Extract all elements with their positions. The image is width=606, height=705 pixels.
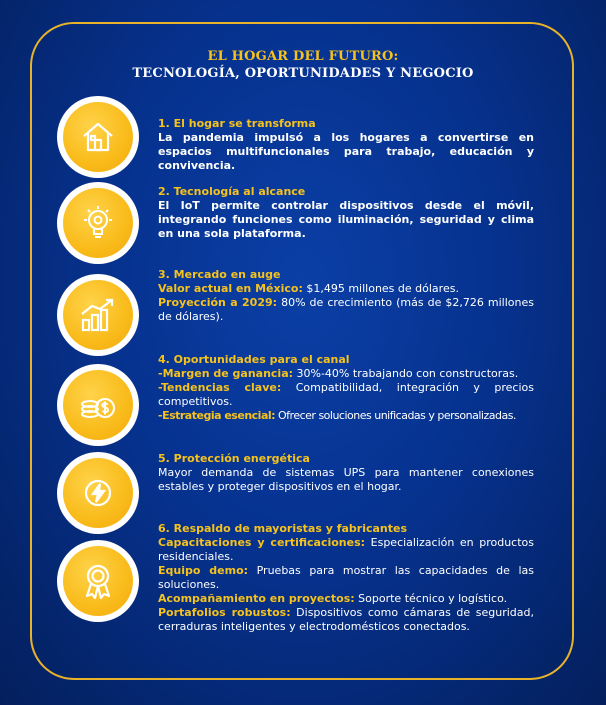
growth-chart-icon-badge: [57, 274, 139, 356]
section-line: Acompañamiento en proyectos: Soporte técnico y logístico.: [158, 592, 508, 605]
section-heading: 5. Protección energética: [158, 452, 310, 465]
section-body: La pandemia impulsó a los hogares a convertirse en espacios multifuncionales para trabajo, educación y convivencia.: [158, 131, 534, 172]
section-heading: 6. Respaldo de mayoristas y fabricantes: [158, 522, 408, 535]
title-line-1: EL HOGAR DEL FUTURO:: [207, 49, 399, 64]
section-body: Mayor demanda de sistemas UPS para mantener conexiones estables y proteger dispositivos en el hogar.: [158, 466, 534, 493]
lightbulb-gear-icon: [79, 204, 117, 242]
award-ribbon-icon: [79, 561, 117, 601]
section-line: Proyección a 2029: 80% de crecimiento (más de $2,726 millones de dólares).: [158, 296, 534, 323]
section-heading: 3. Mercado en auge: [158, 268, 281, 281]
lightbulb-gear-icon-badge: [57, 182, 139, 264]
coins-icon-badge: [57, 364, 139, 446]
section-line: Equipo demo: Pruebas para mostrar las capacidades de las soluciones.: [158, 564, 534, 591]
award-ribbon-icon-badge: [57, 540, 139, 622]
section-heading: 4. Oportunidades para el canal: [158, 353, 350, 366]
coins-icon: [78, 386, 118, 424]
page-title: [0, 48, 606, 82]
section-line: -Margen de ganancia: 30%-40% trabajando con constructoras.: [158, 367, 519, 380]
house-icon: [79, 118, 117, 156]
section-heading: 1. El hogar se transforma: [158, 117, 316, 130]
section-line: Capacitaciones y certificaciones: Especialización en productos residenciales.: [158, 536, 534, 563]
section-line: Portafolios robustos: Dispositivos como cámaras de seguridad, cerraduras inteligentes y electrodomésticos conectados.: [158, 606, 534, 633]
title-line-2: TECNOLOGÍA, OPORTUNIDADES Y NEGOCIO: [132, 66, 474, 81]
section-line: -Tendencias clave: Compatibilidad, integración y precios competitivos.: [158, 381, 534, 408]
section-line: -Estrategia esencial: Ofrecer soluciones unificadas y personalizadas.: [158, 409, 516, 422]
growth-chart-icon: [78, 296, 118, 334]
section-heading: 2. Tecnología al alcance: [158, 185, 306, 198]
energy-shield-icon-badge: [57, 452, 139, 534]
energy-shield-icon: [79, 474, 117, 512]
house-icon-badge: [57, 96, 139, 178]
section-line: Valor actual en México: $1,495 millones de dólares.: [158, 282, 459, 295]
section-body: El IoT permite controlar dispositivos desde el móvil, integrando funciones como iluminación, seguridad y clima en una sola plataforma.: [158, 199, 534, 240]
